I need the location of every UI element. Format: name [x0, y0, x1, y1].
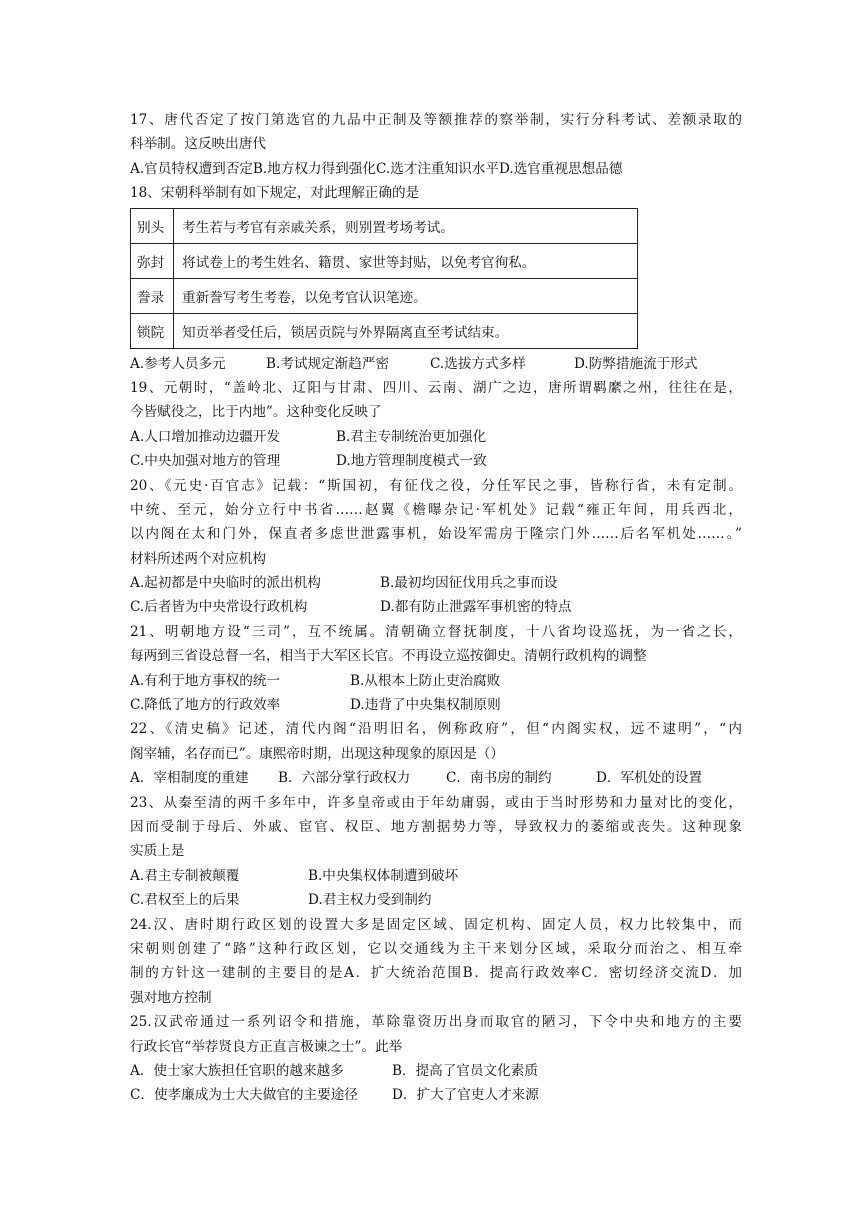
question-21	[130, 620, 742, 718]
q23-option-c: C.君权至上的后果	[130, 892, 240, 909]
q20-line-4: 材料所述两个对应机构	[130, 550, 266, 567]
q17-line-2: 科举制。这反映出唐代	[130, 136, 266, 153]
q21-options-row-2	[130, 693, 742, 717]
q23-option-d: D.君主权力受到制约	[308, 892, 432, 909]
question-24	[130, 913, 742, 1011]
q24-line-3: 制的方针这一建制的主要目的是A．扩大统治范围B．提高行政效率C．密切经济交流D．加	[130, 965, 742, 982]
question-18	[130, 181, 742, 376]
q23-line-2: 因而受制于母后、外戚、宦官、权臣、地方割据势力等，导致权力的萎缩或丧失。这种现象	[130, 818, 742, 835]
q25-options-row-1	[130, 1059, 742, 1083]
q17-option-d: D.选官重视思想品德	[498, 160, 623, 177]
q17-option-b: B.地方权力得到强化	[252, 160, 376, 177]
q19-option-d: D.地方管理制度模式一致	[336, 453, 487, 470]
question-20	[130, 474, 742, 620]
table-row	[131, 208, 638, 243]
q22-option-b: B．六部分掌行政权力	[278, 770, 411, 787]
q22-option-d: D．军机处的设置	[596, 770, 703, 787]
question-25	[130, 1010, 742, 1108]
q17-option-c: C.选才注重知识水平	[375, 160, 499, 177]
q21-option-b: B.从根本上防止吏治腐败	[350, 672, 501, 689]
q25-options-row-2	[130, 1083, 742, 1107]
q20-line-2: 中统、至元，始分立行中书省……赵翼《檐曝杂记·军机处》记载“雍正年间，用兵西北，	[130, 501, 742, 518]
q25-line-1: 25.汉武帝通过一系列诏令和措施，革除靠资历出身而取官的陋习，下令中央和地方的主要	[130, 1014, 742, 1031]
q20-options-row-2	[130, 595, 742, 619]
q20-option-b: B.最初均因征伐用兵之事而设	[380, 575, 558, 592]
question-22	[130, 717, 742, 790]
q23-line-1: 23、从秦至清的两千多年中，许多皇帝或由于年幼庸弱，或由于当时形势和力量对比的变化，	[130, 794, 742, 811]
rule-desc: 重新誊写考生考卷，以免考官认识笔迹。	[174, 278, 638, 313]
q20-option-d: D.都有防止泄露军事机密的特点	[380, 599, 572, 616]
q19-option-a: A.人口增加推动边疆开发	[130, 428, 281, 445]
q21-options-row-1	[130, 669, 742, 693]
q25-option-a: A．使士家大族担任官职的越来越多	[130, 1062, 344, 1079]
q21-option-d: D.违背了中央集权制原则	[350, 697, 501, 714]
q22-option-a: A．宰相制度的重建	[130, 770, 249, 787]
q25-option-d: D．扩大了官吏人才来源	[392, 1087, 539, 1104]
q18-options	[130, 352, 742, 376]
q20-line-3: 以内阁在太和门外，保直者多虑世泄露事机，始设军需房于隆宗门外……后名军机处……。”	[130, 526, 742, 543]
q21-option-a: A.有利于地方事权的统一	[130, 672, 281, 689]
question-17	[130, 108, 742, 181]
q19-option-b: B.君主专制统治更加强化	[336, 428, 487, 445]
q19-options-row-2	[130, 449, 742, 473]
q23-options-row-2	[130, 888, 742, 912]
rule-term: 弥封	[131, 243, 174, 278]
q25-line-2: 行政长官“举荐贤良方正直言极谏之士”。此举	[130, 1038, 403, 1055]
q17-option-a: A.官员特权遭到否定	[130, 160, 253, 177]
q18-option-a: A.参考人员多元	[130, 355, 226, 372]
table-row	[131, 313, 638, 348]
q22-line-2: 阁宰辅，名存而已”。康熙帝时期，出现这种现象的原因是（）	[130, 745, 504, 762]
q22-options	[130, 766, 742, 790]
q21-line-2: 每两到三省设总督一名，相当于大军区长官。不再设立巡按御史。清朝行政机构的调整	[130, 648, 647, 665]
rule-desc: 考生若与考官有亲戚关系，则别置考场考试。	[174, 208, 638, 243]
q22-option-c: C．南书房的制约	[446, 770, 552, 787]
table-row	[131, 278, 638, 313]
table-row	[131, 243, 638, 278]
exam-page	[130, 108, 742, 1108]
q19-line-2: 今皆赋役之，比于内地”。这种变化反映了	[130, 404, 382, 421]
q19-options-row-1	[130, 425, 742, 449]
q23-option-a: A.君主专制被颠覆	[130, 867, 240, 884]
q19-line-1: 19、元朝时，“盖岭北、辽阳与甘肃、四川、云南、湖广之边，唐所谓羁縻之州，往往在是，	[130, 379, 742, 396]
q25-option-b: B．提高了官员文化素质	[392, 1062, 538, 1079]
rule-desc: 将试卷上的考生姓名、籍贯、家世等封贴，以免考官徇私。	[174, 243, 638, 278]
q25-option-c: C．使孝廉成为士大夫做官的主要途径	[130, 1087, 358, 1104]
q23-options-row-1	[130, 864, 742, 888]
q20-option-c: C.后者皆为中央常设行政机构	[130, 599, 308, 616]
q24-line-4: 强对地方控制	[130, 989, 212, 1006]
q24-line-1: 24.汉、唐时期行政区划的设置大多是固定区域、固定机构、固定人员，权力比较集中，而	[130, 916, 742, 933]
q23-option-b: B.中央集权体制遭到破坏	[308, 867, 459, 884]
q18-stem: 18、宋朝科举制有如下规定，对此理解正确的是	[130, 185, 420, 202]
q24-line-2: 宋朝则创建了“路”这种行政区划，它以交通线为主干来划分区域，采取分而治之、相互牵	[130, 940, 742, 957]
q20-options-row-1	[130, 571, 742, 595]
q21-line-1: 21、明朝地方设“三司”，互不统属。清朝确立督抚制度，十八省均设巡抚，为一省之长，	[130, 623, 742, 640]
q19-option-c: C.中央加强对地方的管理	[130, 453, 281, 470]
q22-line-1: 22、《清史稿》记述，清代内阁“沿明旧名，例称政府”，但“内阁实权，远不逮明”，“内	[130, 721, 742, 738]
rule-term: 别头	[131, 208, 174, 243]
rule-term: 誊录	[131, 278, 174, 313]
q18-rules-table	[130, 208, 638, 349]
q17-line-1: 17、唐代否定了按门第选官的九品中正制及等额推荐的察举制，实行分科考试、差额录取的	[130, 112, 742, 128]
question-19	[130, 376, 742, 474]
q18-option-c: C.选拔方式多样	[430, 355, 526, 372]
q21-option-c: C.降低了地方的行政效率	[130, 697, 281, 714]
question-23	[130, 791, 742, 913]
q20-option-a: A.起初都是中央临时的派出机构	[130, 575, 321, 592]
q23-line-3: 实质上是	[130, 843, 185, 860]
q18-option-d: D.防弊措施流于形式	[574, 355, 698, 372]
rule-term: 锁院	[131, 313, 174, 348]
q18-option-b: B.考试规定渐趋严密	[266, 355, 390, 372]
rule-desc: 知贡举者受任后，锁居贡院与外界隔离直至考试结束。	[174, 313, 638, 348]
q20-line-1: 20、《元史·百官志》记载：“斯国初，有征伐之役，分任军民之事，皆称行省，未有定制。	[130, 477, 742, 494]
q17-options	[130, 157, 742, 181]
